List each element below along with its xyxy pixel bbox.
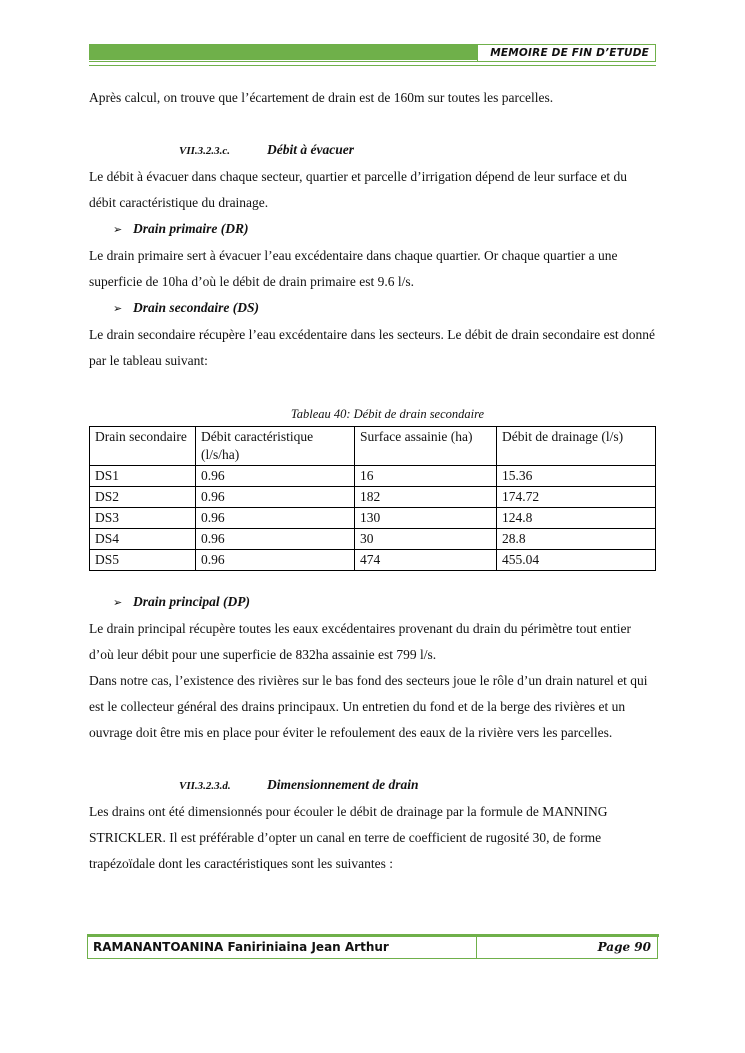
- section-number: VII.3.2.3.d.: [179, 780, 231, 792]
- table-cell: DS2: [90, 487, 196, 508]
- paragraph-debit-intro: Le débit à évacuer dans chaque secteur, quartier et parcelle d’irrigation dépend de leur surface et du débit caractéristique du drainage.: [89, 169, 628, 210]
- table-caption: Tableau 40: Débit de drain secondaire: [290, 407, 485, 421]
- table-cell: 130: [355, 508, 497, 529]
- table-header-cell: Débit caractéristique (l/s/ha): [196, 427, 355, 466]
- bullet-drain-secondaire: [89, 295, 656, 322]
- table-cell: 0.96: [196, 529, 355, 550]
- table-cell: 182: [355, 487, 497, 508]
- table-row: [90, 550, 656, 571]
- table-row: [90, 508, 656, 529]
- page-content: [89, 85, 656, 877]
- table-cell: 0.96: [196, 487, 355, 508]
- table-cell: DS3: [90, 508, 196, 529]
- table-cell: 455.04: [497, 550, 656, 571]
- table-header-cell: Surface assainie (ha): [355, 427, 497, 466]
- arrow-bullet-icon: ➢: [113, 302, 123, 315]
- paragraph-rivieres: Dans notre cas, l’existence des rivières sur le bas fond des secteurs joue le rôle d’un drain naturel et qui est le collecteur général des drains principaux. Un entretien du fond et de la berge des rivières et un ouvrage doit être mis en place pour éviter le refoulement des eaux de la rivière vers les parcelles.: [89, 673, 648, 740]
- paragraph-spacing-result: Après calcul, on trouve que l’écartement de drain est de 160m sur toutes les parcelles.: [89, 90, 554, 105]
- page-number: Page 90: [597, 940, 651, 954]
- table-cell: 174.72: [497, 487, 656, 508]
- table-header-cell: Drain secondaire: [90, 427, 196, 466]
- page-header: [89, 44, 656, 62]
- paragraph-drain-primaire: Le drain primaire sert à évacuer l’eau excédentaire dans chaque quartier. Or chaque quartier a une superficie de 10ha d’où le débit de drain primaire est 9.6 l/s.: [89, 248, 618, 289]
- table-header-cell: Débit de drainage (l/s): [497, 427, 656, 466]
- header-rule: [89, 61, 656, 62]
- drain-secondaire-table: [89, 426, 656, 571]
- table-cell: 28.8: [497, 529, 656, 550]
- section-title: Dimensionnement de drain: [267, 777, 419, 792]
- table-cell: DS4: [90, 529, 196, 550]
- bullet-label: Drain secondaire (DS): [133, 300, 260, 315]
- section-heading-dimensionnement: [89, 772, 656, 799]
- header-rule-double: [89, 65, 656, 66]
- table-cell: 0.96: [196, 508, 355, 529]
- paragraph-drain-principal: Le drain principal récupère toutes les eaux excédentaires provenant du drain du périmètre tout entier d’où leur débit pour une superficie de 832ha assainie est 799 l/s.: [89, 621, 632, 662]
- table-cell: 30: [355, 529, 497, 550]
- table-header-row: [90, 427, 656, 466]
- arrow-bullet-icon: ➢: [113, 223, 123, 236]
- arrow-bullet-icon: ➢: [113, 596, 123, 609]
- paragraph-dimensionnement: Les drains ont été dimensionnés pour écouler le débit de drainage par la formule de MANNING STRICKLER. Il est préférable d’opter un canal en terre de coefficient de rugosité 30, de forme trapézoïdale dont les caractéristiques sont les suivantes :: [89, 804, 608, 871]
- table-row: [90, 487, 656, 508]
- table-cell: 0.96: [196, 466, 355, 487]
- table-row: [90, 466, 656, 487]
- bullet-label: Drain primaire (DR): [133, 221, 249, 236]
- table-cell: 124.8: [497, 508, 656, 529]
- table-cell: 16: [355, 466, 497, 487]
- paragraph-drain-secondaire: Le drain secondaire récupère l’eau excédentaire dans les secteurs. Le débit de drain secondaire est donné par le tableau suivant:: [89, 327, 655, 368]
- table-cell: DS5: [90, 550, 196, 571]
- footer-author: RAMANANTOANINA Faniriniaina Jean Arthur: [93, 940, 389, 954]
- section-title: Débit à évacuer: [267, 142, 354, 157]
- bullet-label: Drain principal (DP): [133, 594, 251, 609]
- bullet-drain-primaire: [89, 216, 656, 243]
- table-row: [90, 529, 656, 550]
- table-cell: 15.36: [497, 466, 656, 487]
- section-number: VII.3.2.3.c.: [179, 145, 231, 157]
- table-cell: 0.96: [196, 550, 355, 571]
- page-footer: [87, 934, 659, 960]
- header-title: MEMOIRE DE FIN D’ETUDE: [490, 47, 649, 59]
- section-heading-debit: [89, 137, 656, 164]
- header-green-bar: [89, 44, 477, 60]
- table-cell: DS1: [90, 466, 196, 487]
- header-title-box: [477, 44, 656, 61]
- table-cell: 474: [355, 550, 497, 571]
- bullet-drain-principal: [89, 589, 656, 616]
